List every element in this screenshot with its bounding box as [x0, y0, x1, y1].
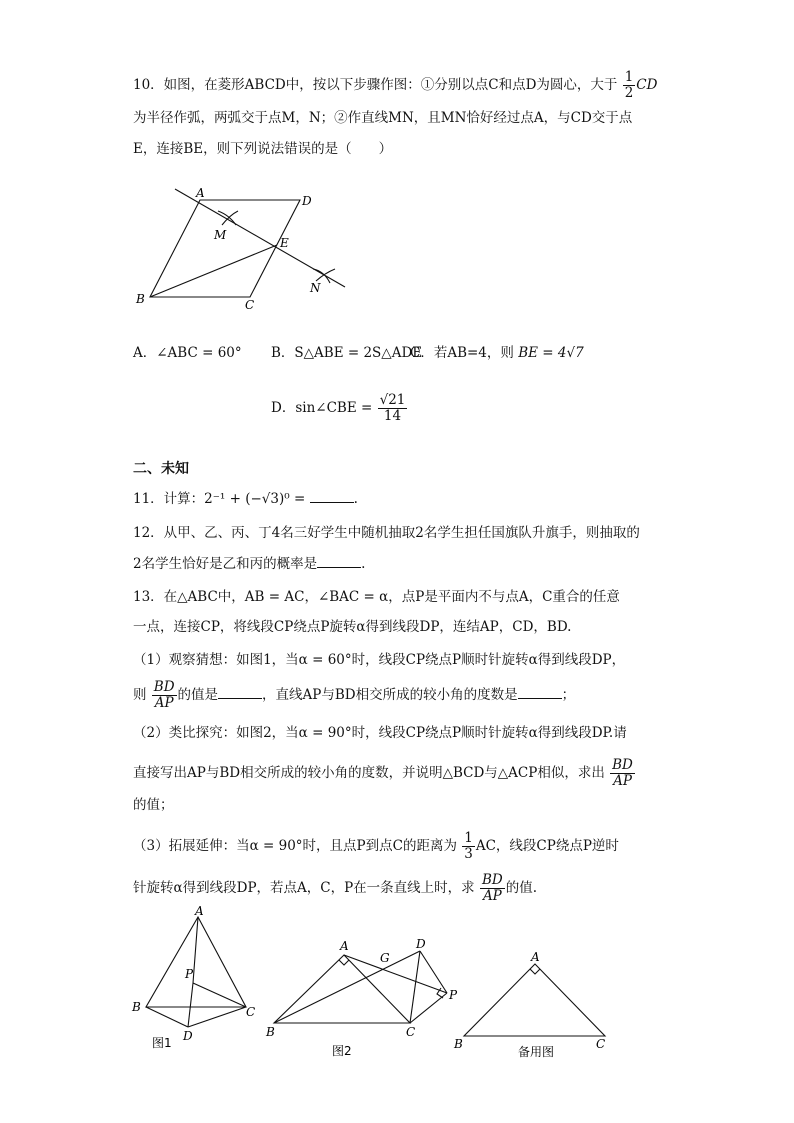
frac-den: 14 — [383, 408, 402, 424]
q10-option-d — [271, 393, 408, 424]
q12-line1: 12．从甲、乙、丙、丁4名三好学生中随机抽取2名学生担任国旗队升旗手，则抽取的 — [133, 525, 640, 541]
segment-ap — [344, 955, 447, 993]
label-a: A — [195, 904, 204, 918]
answer-blank — [317, 553, 361, 568]
label-b: B — [266, 1025, 275, 1039]
text: 的值. — [505, 880, 538, 896]
q11-end: . — [353, 491, 358, 507]
frac-num: 1 — [624, 69, 634, 85]
q12-end: . — [361, 556, 366, 572]
label-b: B — [136, 292, 145, 306]
label-d: D — [302, 194, 312, 208]
q13-line1: 13．在△ABC中，AB = AC，∠BAC = α，点P是平面内不与点A，C重合的任意 — [133, 589, 620, 605]
q12-text: 2名学生恰好是乙和丙的概率是 — [133, 556, 318, 572]
text: 针旋转α得到线段DP，若点A，C，P在一条直线上时，求 — [133, 880, 475, 896]
label-b: B — [132, 1000, 141, 1014]
q13-figure-backup — [450, 950, 620, 1060]
segment-be — [150, 245, 277, 297]
section-heading: 二、未知 — [133, 461, 189, 477]
label-a: A — [531, 950, 540, 964]
opt-d-text: D．sin∠CBE = — [271, 400, 373, 416]
label-a: A — [196, 186, 205, 200]
fraction-bd-ap — [610, 758, 635, 789]
label-d: D — [416, 937, 426, 951]
fraction-half — [623, 70, 636, 101]
frac-den: AP — [154, 695, 174, 711]
segment-dp — [420, 951, 447, 993]
text: （3）拓展延伸：当α = 90°时，且点P到点C的距离为 — [133, 838, 457, 854]
caption-fig1: 图1 — [152, 1036, 172, 1050]
label-e: E — [280, 236, 289, 250]
q10-line3: E，连接BE，则下列说法错误的是（ ） — [133, 141, 393, 157]
right-angle-mark-a — [530, 969, 540, 974]
q13-part3-line2 — [133, 873, 537, 904]
q10-text-1: 10．如图，在菱形ABCD中，按以下步骤作图：①分别以点C和点D为圆心，大于 — [133, 77, 618, 93]
triangle-abc — [464, 964, 605, 1036]
var-cd: CD — [636, 77, 658, 93]
q13-line2: 一点，连接CP，将线段CP绕点P旋转α得到线段DP，连结AP，CD，BD. — [133, 619, 572, 635]
q10-option-a: A．∠ABC = 60° — [133, 345, 242, 361]
opt-c-math: BE = 4√7 — [518, 345, 584, 361]
q13-part2-line1: （2）类比探究：如图2，当α = 90°时，线段CP绕点P顺时针旋转α得到线段DP.请 — [133, 725, 627, 741]
text: 直接写出AP与BD相交所成的较小角的度数，并说明△BCD与△ACP相似，求出 — [133, 765, 605, 781]
label-a: A — [340, 939, 349, 953]
caption-fig2: 图2 — [332, 1044, 352, 1058]
q13-part1-line1: （1）观察猜想：如图1，当α = 60°时，线段CP绕点P顺时针旋转α得到线段DP， — [133, 652, 626, 668]
text: 则 — [133, 687, 147, 703]
right-angle-mark-a — [339, 960, 349, 965]
frac-num: 1 — [464, 830, 473, 846]
q11-text: 11．计算：2⁻¹ + (−√3)⁰ = — [133, 491, 306, 507]
q13-part2-line2 — [133, 758, 636, 789]
q13-part3-line1 — [133, 831, 619, 862]
fraction-sqrt21-14 — [378, 393, 408, 424]
label-b: B — [454, 1037, 463, 1051]
opt-c-text: C．若AB=4，则 — [410, 345, 514, 361]
label-c: C — [245, 298, 255, 312]
q10-line1 — [133, 70, 657, 101]
label-n: N — [310, 281, 321, 295]
segment-ap — [193, 917, 198, 983]
segment-bd — [146, 1007, 188, 1027]
label-p: P — [449, 988, 458, 1002]
label-g: G — [380, 951, 390, 965]
q11-line — [133, 488, 358, 509]
q10-line2: 为半径作弧，两弧交于点M，N；②作直线MN，且MN恰好经过点A，与CD交于点 — [133, 110, 633, 126]
label-c: C — [246, 1005, 256, 1019]
segment-dc — [188, 1007, 246, 1027]
answer-blank — [518, 684, 562, 699]
label-p: P — [185, 967, 194, 981]
caption-backup: 备用图 — [518, 1045, 555, 1059]
frac-den: AP — [482, 888, 502, 904]
frac-den: 2 — [624, 85, 634, 101]
label-d: D — [183, 1029, 193, 1043]
q10-rhombus-figure — [130, 185, 360, 310]
frac-num: BD — [153, 679, 175, 695]
segment-dc — [410, 951, 420, 1023]
answer-blank — [218, 684, 262, 699]
frac-num: BD — [612, 757, 633, 773]
label-m: M — [214, 228, 227, 242]
q13-part2-line3: 的值； — [133, 797, 174, 813]
frac-den: 3 — [464, 846, 473, 862]
frac-num: BD — [481, 872, 503, 888]
q12-line2 — [133, 553, 365, 574]
segment-pd — [188, 983, 193, 1027]
fraction-bd-ap — [152, 680, 177, 711]
label-c: C — [596, 1037, 606, 1051]
answer-blank — [310, 488, 354, 503]
line-mn — [175, 189, 345, 287]
q10-option-b: B．S△ABE = 2S△ADE — [271, 345, 423, 361]
fraction-bd-ap — [480, 873, 505, 904]
segment-pc — [193, 983, 246, 1007]
q13-figure-1 — [128, 905, 268, 1055]
label-c: C — [406, 1025, 416, 1039]
q10-option-c — [410, 343, 584, 363]
text: AC，线段CP绕点P逆时 — [475, 838, 619, 854]
frac-den: AP — [613, 773, 632, 789]
fraction-one-third — [462, 831, 475, 862]
q13-part1-line2 — [133, 680, 575, 711]
text: ； — [561, 687, 576, 703]
frac-num: √21 — [379, 392, 406, 408]
text: 的值是 — [177, 687, 219, 703]
triangle-abc — [146, 917, 246, 1007]
text: ，直线AP与BD相交所成的较小角的度数是 — [262, 687, 518, 703]
q13-figure-2 — [262, 935, 462, 1060]
